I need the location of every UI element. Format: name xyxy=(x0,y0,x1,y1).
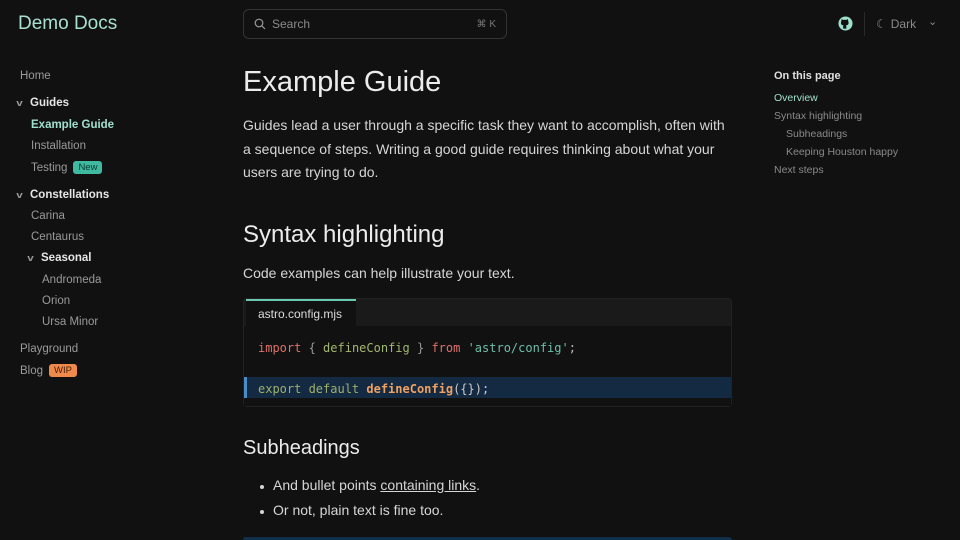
token-punct: ({}); xyxy=(453,382,490,396)
sidebar-group-guides[interactable] xyxy=(18,97,69,109)
item-label: Testing xyxy=(31,161,68,174)
containing-links-link[interactable]: containing links xyxy=(380,477,477,493)
code-block xyxy=(243,298,732,407)
code-line-highlighted xyxy=(244,377,731,398)
token-ident: defineConfig xyxy=(323,341,410,355)
token-punct: } xyxy=(409,341,432,355)
search-placeholder: Search xyxy=(272,17,311,31)
group-label: Constellations xyxy=(30,189,110,201)
toc-item-keeping-houston-happy[interactable]: Keeping Houston happy xyxy=(786,146,899,158)
syntax-paragraph: Code examples can help illustrate your text. xyxy=(243,265,515,281)
token-punct: ; xyxy=(568,341,576,355)
sidebar-item-carina[interactable]: Carina xyxy=(31,210,65,222)
theme-select[interactable] xyxy=(876,17,916,31)
sidebar-item-centaurus[interactable]: Centaurus xyxy=(31,231,85,243)
chevron-down-icon: v xyxy=(16,98,23,108)
sidebar-item-andromeda[interactable]: Andromeda xyxy=(42,274,102,286)
toc-title: On this page xyxy=(774,70,841,82)
sidebar-item-example-guide[interactable]: Example Guide xyxy=(31,119,115,131)
wip-badge: WIP xyxy=(49,364,77,377)
item-label: Blog xyxy=(20,364,44,377)
intro-paragraph: Guides lead a user through a specific task they want to accomplish, often with a sequence of steps. Writing a good guide requires thinking about what your users are trying to do. xyxy=(243,117,725,180)
sidebar-item-home[interactable]: Home xyxy=(20,70,51,82)
chevron-down-icon[interactable]: ⌄ xyxy=(928,16,938,28)
list-item: Or not, plain text is fine too. xyxy=(258,502,480,518)
heading-syntax-highlighting: Syntax highlighting xyxy=(243,221,445,248)
toc-item-syntax-highlighting[interactable]: Syntax highlighting xyxy=(774,110,863,122)
token-keyword: import xyxy=(258,341,302,355)
toc-item-overview[interactable]: Overview xyxy=(774,92,818,104)
token-keyword: export default xyxy=(258,382,367,396)
toc-item-subheadings[interactable]: Subheadings xyxy=(786,128,848,140)
sidebar-item-ursa-minor[interactable]: Ursa Minor xyxy=(42,316,99,328)
code-body[interactable] xyxy=(244,326,731,406)
search-shortcut: ⌘ K xyxy=(476,18,496,30)
group-label: Seasonal xyxy=(41,252,92,264)
search-input[interactable] xyxy=(243,9,507,39)
new-badge: New xyxy=(73,161,102,174)
site-logo[interactable]: Demo Docs xyxy=(18,13,118,34)
sidebar-item-orion[interactable]: Orion xyxy=(42,295,71,307)
chevron-down-icon: v xyxy=(27,253,34,263)
moon-icon: ☾ xyxy=(876,17,887,31)
list-item xyxy=(258,477,480,493)
chevron-down-icon: v xyxy=(16,190,23,200)
sidebar-item-playground[interactable]: Playground xyxy=(20,343,79,355)
item-text: And bullet points xyxy=(273,477,381,493)
toc-item-next-steps[interactable]: Next steps xyxy=(774,164,824,176)
sidebar-item-blog[interactable] xyxy=(20,364,77,377)
token-punct: { xyxy=(301,341,324,355)
item-text: . xyxy=(476,477,481,493)
sidebar-group-constellations[interactable] xyxy=(18,189,109,201)
token-function: defineConfig xyxy=(366,382,454,396)
header-divider xyxy=(864,12,865,36)
code-filename-tab: astro.config.mjs xyxy=(246,299,356,326)
page-title: Example Guide xyxy=(243,66,442,98)
sidebar-group-seasonal[interactable] xyxy=(29,252,92,264)
token-keyword: from xyxy=(431,341,461,355)
token-string: 'astro/config' xyxy=(460,341,569,355)
sidebar-item-testing[interactable] xyxy=(31,161,102,174)
sidebar-item-installation[interactable]: Installation xyxy=(31,140,86,152)
heading-subheadings: Subheadings xyxy=(243,437,360,459)
search-icon xyxy=(254,18,266,30)
theme-label: Dark xyxy=(890,17,917,31)
github-icon[interactable] xyxy=(838,16,853,31)
bullet-list xyxy=(258,477,480,527)
group-label: Guides xyxy=(30,97,69,109)
code-line xyxy=(244,336,731,357)
